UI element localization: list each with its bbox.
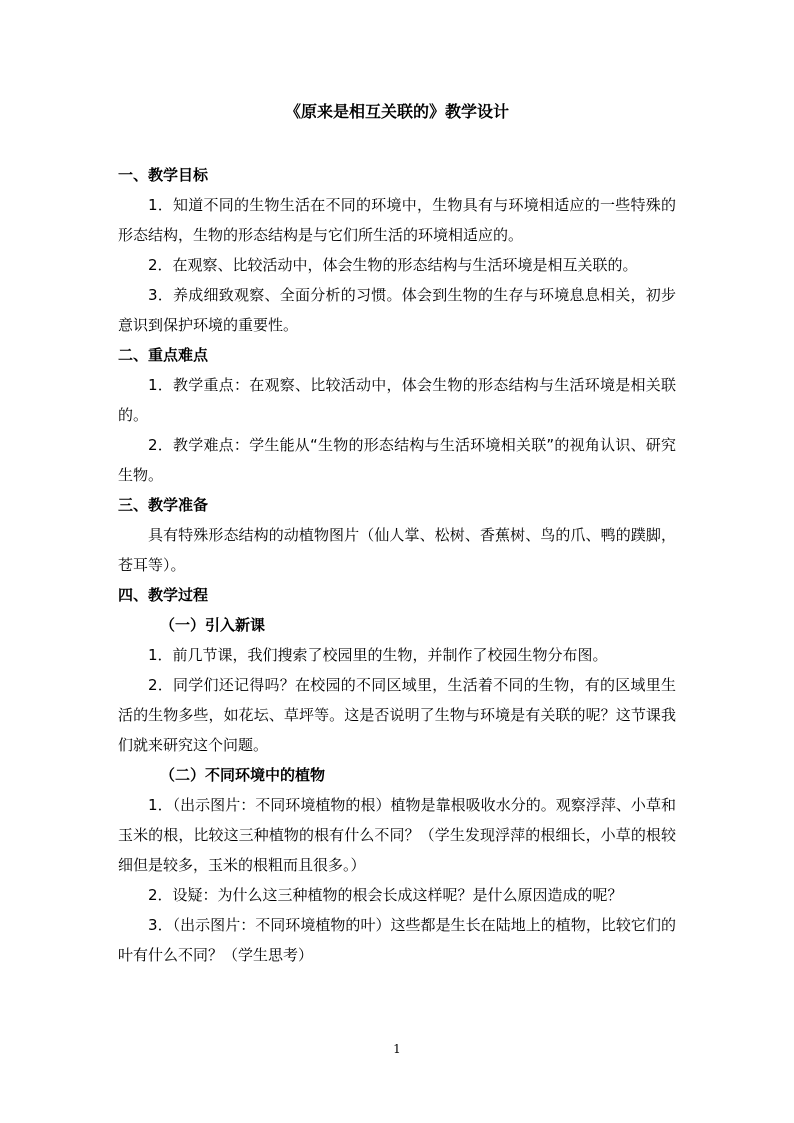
page-number: 1 — [393, 1042, 401, 1056]
subsection-heading-introduction: （一）引入新课 — [160, 616, 266, 634]
objective-item-1: 1．知道不同的生物生活在不同的环境中，生物具有与环境相适应的一些特殊的形态结构，生物的形态结构是与它们所生活的环境相适应的。 — [118, 196, 676, 244]
preparation-item-1: 具有特殊形态结构的动植物图片（仙人掌、松树、香蕉树、鸟的爪、鸭的蹼脚，苍耳等）。 — [118, 526, 676, 574]
section-heading-process: 四、教学过程 — [118, 586, 209, 604]
introduction-item-2: 2．同学们还记得吗？在校园的不同区域里，生活着不同的生物，有的区域里生活的生物多些，如花坛、草坪等。这是否说明了生物与环境是有关联的呢？这节课我们就来研究这个问题。 — [118, 676, 676, 754]
plants-item-3: 3．（出示图片：不同环境植物的叶）这些都是生长在陆地上的植物，比较它们的叶有什么不同？（学生思考） — [118, 916, 676, 964]
key-point-item-2: 2．教学难点：学生能从“生物的形态结构与生活环境相关联”的视角认识、研究生物。 — [118, 436, 676, 484]
section-heading-key-points: 二、重点难点 — [118, 346, 209, 364]
document-body — [118, 160, 676, 970]
document-title: 《原来是相互关联的》教学设计 — [284, 102, 509, 121]
section-heading-objectives: 一、教学目标 — [118, 166, 209, 184]
objective-item-2: 2．在观察、比较活动中，体会生物的形态结构与生活环境是相互关联的。 — [148, 256, 638, 274]
subsection-heading-plants: （二）不同环境中的植物 — [160, 766, 326, 784]
plants-item-2: 2．设疑：为什么这三种植物的根会长成这样呢？是什么原因造成的呢？ — [148, 886, 623, 904]
introduction-item-1: 1．前几节课，我们搜索了校园里的生物，并制作了校园生物分布图。 — [148, 646, 608, 664]
objective-item-3: 3．养成细致观察、全面分析的习惯。体会到生物的生存与环境息息相关，初步意识到保护环境的重要性。 — [118, 286, 676, 334]
section-heading-preparation: 三、教学准备 — [118, 496, 209, 514]
plants-item-1: 1．（出示图片：不同环境植物的根）植物是靠根吸收水分的。观察浮萍、小草和玉米的根，比较这三种植物的根有什么不同？（学生发现浮萍的根细长，小草的根较细但是较多，玉米的根粗而且很多。） — [118, 796, 676, 874]
key-point-item-1: 1．教学重点：在观察、比较活动中，体会生物的形态结构与生活环境是相关联的。 — [118, 376, 676, 424]
